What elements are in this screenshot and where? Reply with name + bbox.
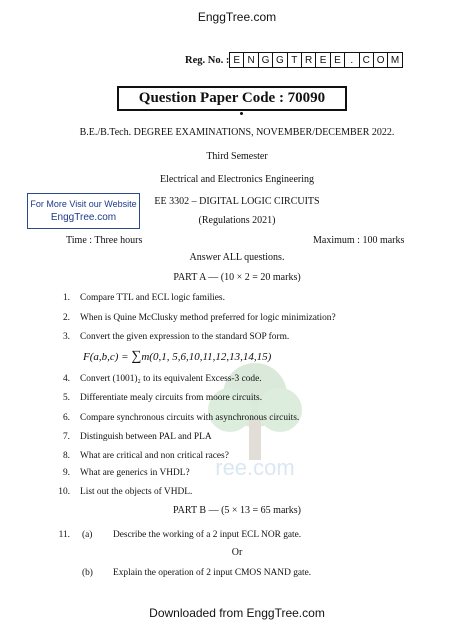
question-text: Compare TTL and ECL logic families.	[80, 293, 225, 303]
semester: Third Semester	[206, 151, 268, 162]
question-number: 6.	[62, 413, 70, 423]
sub-question-label: (a)	[82, 530, 93, 540]
website-promo-box[interactable]	[27, 193, 140, 229]
question-number: 8.	[62, 451, 70, 461]
reg-no-char-box: G	[258, 52, 273, 68]
reg-no-label: Reg. No. :	[185, 55, 230, 66]
sigma-symbol: ∑	[131, 349, 142, 364]
question-text: Distinguish between PAL and PLA	[80, 432, 212, 442]
reg-no-boxes	[230, 52, 403, 68]
exam-title: B.E./B.Tech. DEGREE EXAMINATIONS, NOVEMBER/DECEMBER 2022.	[79, 127, 395, 138]
website-promo-line1: For More Visit our Website	[30, 199, 137, 209]
reg-no-char-box: E	[330, 52, 345, 68]
formula-rhs: m(0,1, 5,6,10,11,12,13,14,15)	[141, 351, 272, 363]
department: Electrical and Electronics Engineering	[159, 174, 315, 185]
question-text: Differentiate mealy circuits from moore circuits.	[80, 393, 263, 403]
reg-no-char-box: R	[301, 52, 316, 68]
course-title: EE 3302 – DIGITAL LOGIC CIRCUITS	[154, 196, 320, 207]
question-text: Compare synchronous circuits with asynchronous circuits.	[80, 413, 300, 423]
reg-no-char-box: G	[272, 52, 287, 68]
question-text: Convert the given expression to the standard SOP form.	[80, 332, 290, 342]
reg-no-char-box: M	[387, 52, 402, 68]
sub-question-label: (b)	[82, 568, 93, 578]
question-number: 4.	[62, 374, 70, 384]
question-text: When is Quine McClusky method preferred for logic minimization?	[80, 313, 336, 323]
question-text: Convert (1001)₂ to its equivalent Excess-3 code.	[80, 374, 262, 384]
regulations: (Regulations 2021)	[198, 215, 276, 226]
maximum-marks: Maximum : 100 marks	[313, 235, 405, 246]
reg-no-char-box: .	[344, 52, 359, 68]
question-number: 7.	[62, 432, 70, 442]
reg-no-char-box: N	[243, 52, 258, 68]
question-number: 9.	[62, 468, 70, 478]
instruction: Answer ALL questions.	[189, 252, 285, 263]
question-number: 1.	[62, 293, 70, 303]
or-separator: Or	[231, 547, 243, 558]
svg-text:ree.com: ree.com	[215, 455, 295, 480]
question-text: Explain the operation of 2 input CMOS NAND gate.	[113, 568, 312, 578]
formula-lhs: F(a,b,c) =	[83, 351, 132, 363]
site-footer: Downloaded from EnggTree.com	[149, 606, 325, 620]
question-number: 5.	[62, 393, 70, 403]
reg-no-char-box: T	[287, 52, 302, 68]
website-promo-line2: EnggTree.com	[50, 212, 117, 223]
question-number: 3.	[62, 332, 70, 342]
reg-no-char-box: E	[315, 52, 330, 68]
sop-formula	[83, 349, 271, 365]
reg-no-char-box: C	[359, 52, 374, 68]
part-b-heading: PART B — (5 × 13 = 65 marks)	[173, 505, 301, 516]
question-text: Describe the working of a 2 input ECL NOR gate.	[113, 530, 302, 540]
reg-no-char-box: O	[373, 52, 388, 68]
question-number: 11.	[58, 530, 70, 540]
site-header: EnggTree.com	[197, 10, 277, 24]
question-paper-code: Question Paper Code : 70090	[117, 86, 347, 111]
time-allowed: Time : Three hours	[66, 235, 143, 246]
reg-no-char-box: E	[229, 52, 244, 68]
question-number: 2.	[62, 313, 70, 323]
dot-mark	[240, 112, 243, 115]
question-text: What are critical and non critical races?	[80, 451, 229, 461]
question-text: List out the objects of VHDL.	[80, 487, 193, 497]
question-number: 10.	[58, 487, 70, 497]
part-a-heading: PART A — (10 × 2 = 20 marks)	[173, 272, 301, 283]
question-text: What are generics in VHDL?	[80, 468, 190, 478]
